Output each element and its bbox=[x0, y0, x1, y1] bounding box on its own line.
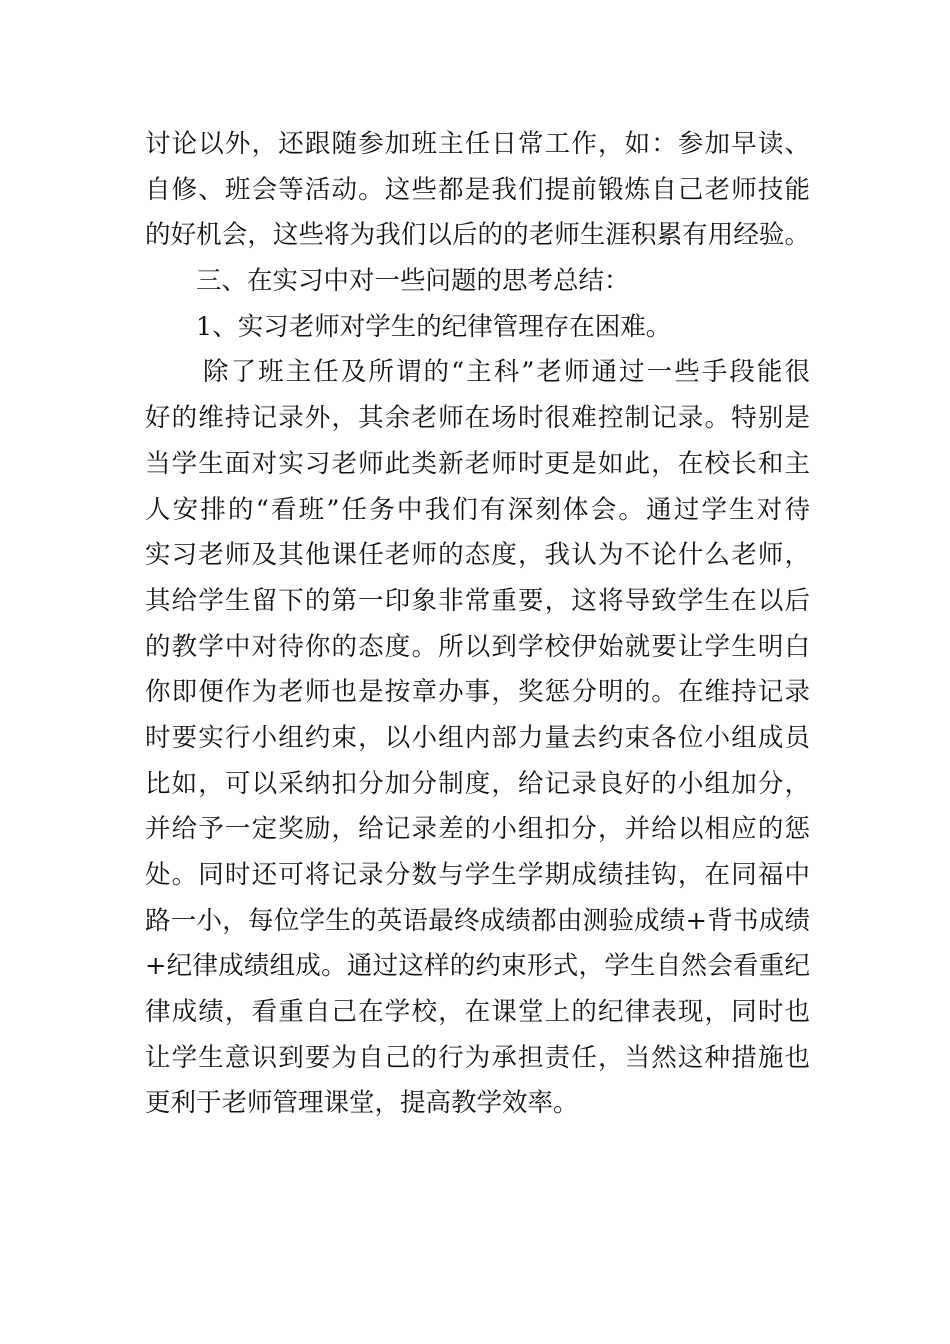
text-line: 处。同时还可将记录分数与学生学期成绩挂钩，在同福中 bbox=[145, 860, 810, 890]
subsection-heading: 1、实习老师对学生的纪律管理存在困难。 bbox=[196, 311, 672, 342]
text-line: 更利于老师管理课堂，提高教学效率。 bbox=[145, 1088, 579, 1119]
text-line: 比如，可以采纳扣分加分制度，给记录良好的小组加分， bbox=[145, 768, 810, 799]
body-text bbox=[145, 122, 810, 1127]
text-line: 律成绩，看重自己在学校，在课堂上的纪律表现，同时也 bbox=[145, 997, 810, 1028]
text-line: 当学生面对实习老师此类新老师时更是如此，在校长和主 bbox=[145, 448, 810, 479]
text-line: 好的维持记录外，其余老师在场时很难控制记录。特别是 bbox=[145, 403, 810, 434]
text-line: 自修、班会等活动。这些都是我们提前锻炼自己老师技能 bbox=[145, 174, 810, 205]
text-line: 你即便作为老师也是按章办事，奖惩分明的。在维持记录 bbox=[145, 677, 810, 708]
section-heading: 三、在实习中对一些问题的思考总结： bbox=[196, 266, 630, 297]
text-line: 除了班主任及所谓的“主科”老师通过一些手段能很 bbox=[203, 357, 810, 388]
text-line: 的好机会，这些将为我们以后的的老师生涯积累有用经验。 bbox=[145, 220, 810, 251]
text-line: 实习老师及其他课任老师的态度，我认为不论什么老师， bbox=[145, 540, 810, 571]
text-line: 讨论以外，还跟随参加班主任日常工作，如：参加早读、 bbox=[145, 129, 810, 159]
text-line: +纪律成绩组成。通过这样的约束形式，学生自然会看重纪 bbox=[145, 951, 810, 982]
text-line: 让学生意识到要为自己的行为承担责任，当然这种措施也 bbox=[145, 1042, 810, 1073]
text-line: 路一小，每位学生的英语最终成绩都由测验成绩+背书成绩 bbox=[145, 905, 810, 936]
text-line: 人安排的“看班”任务中我们有深刻体会。通过学生对待 bbox=[145, 494, 810, 525]
text-line: 其给学生留下的第一印象非常重要，这将导致学生在以后 bbox=[145, 585, 810, 616]
text-line: 的教学中对待你的态度。所以到学校伊始就要让学生明白 bbox=[145, 631, 810, 662]
text-line: 时要实行小组约束，以小组内部力量去约束各位小组成员 bbox=[145, 722, 810, 753]
text-line: 并给予一定奖励，给记录差的小组扣分，并给以相应的惩 bbox=[145, 814, 810, 845]
